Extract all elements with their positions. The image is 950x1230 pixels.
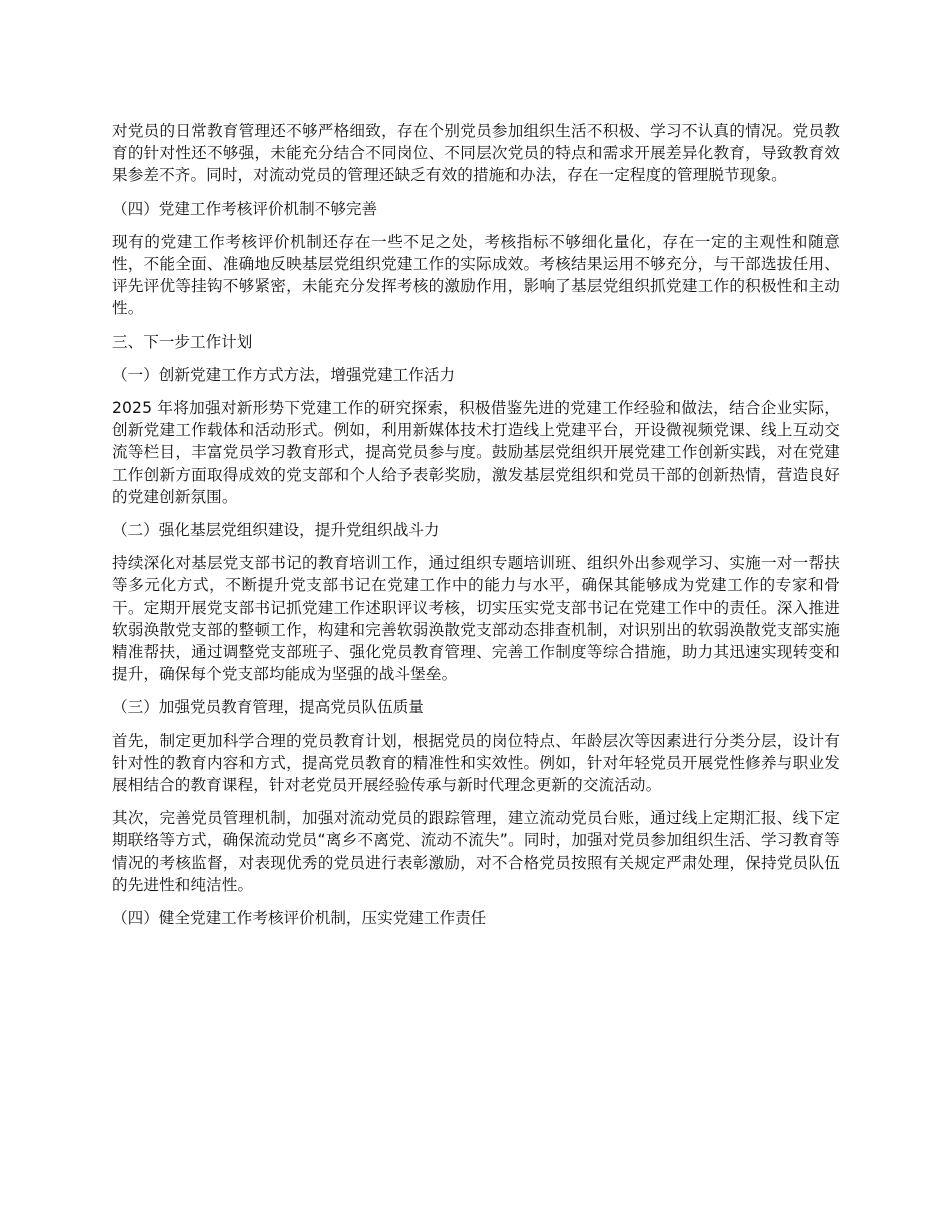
paragraph-member-management: 其次，完善党员管理机制，加强对流动党员的跟踪管理，建立流动党员台账，通过线上定期汇报、线下定期联络等方式，确保流动党员“离乡不离党、流动不流失”。同时，加强对党员参加组织生活、学习教育等情况的考核监督，对表现优秀的党员进行表彰激励，对不合格党员按照有关规定严肃处理，保持党员队伍的先进性和纯洁性。 <box>112 809 840 894</box>
document-body <box>112 120 840 940</box>
heading-next-work-plan: 三、下一步工作计划 <box>112 332 253 351</box>
heading-assessment-mechanism-issue: （四）党建工作考核评价机制不够完善 <box>112 199 378 218</box>
paragraph-innovate-methods: 2025 年将加强对新形势下党建工作的研究探索，积极借鉴先进的党建工作经验和做法，结合企业实际，创新党建工作载体和活动形式。例如，利用新媒体技术打造线上党建平台，开设微视频党课、线上互动交流等栏目，丰富党员学习教育形式，提高党员参与度。鼓励基层党组织开展党建工作创新实践，对在党建工作创新方面取得成效的党支部和个人给予表彰奖励，激发基层党组织和党员干部的创新热情，营造良好的党建创新氛围。 <box>112 399 840 506</box>
paragraph-education-plan: 首先，制定更加科学合理的党员教育计划，根据党员的岗位特点、年龄层次等因素进行分类分层，设计有针对性的教育内容和方式，提高党员教育的精准性和实效性。例如，针对年轻党员开展党性修养与职业发展相结合的教育课程，针对老党员开展经验传承与新时代理念更新的交流活动。 <box>112 731 840 795</box>
heading-assessment-responsibility: （四）健全党建工作考核评价机制，压实党建工作责任 <box>112 909 487 928</box>
heading-grassroots-organization: （二）强化基层党组织建设，提升党组织战斗力 <box>112 521 440 540</box>
paragraph-member-education-issues: 对党员的日常教育管理还不够严格细致，存在个别党员参加组织生活不积极、学习不认真的情况。党员教育的针对性还不够强，未能充分结合不同岗位、不同层次党员的特点和需求开展差异化教育，导致教育效果参差不齐。同时，对流动党员的管理还缺乏有效的措施和办法，存在一定程度的管理脱节现象。 <box>112 122 840 185</box>
paragraph-assessment-mechanism: 现有的党建工作考核评价机制还存在一些不足之处，考核指标不够细化量化，存在一定的主观性和随意性，不能全面、准确地反映基层党组织党建工作的实际成效。考核结果运用不够充分，与干部选拔任用、评先评优等挂钩不够紧密，未能充分发挥考核的激励作用，影响了基层党组织抓党建工作的积极性和主动性。 <box>112 232 840 318</box>
heading-innovate-methods: （一）创新党建工作方式方法，增强党建工作活力 <box>112 365 456 384</box>
paragraph-grassroots-organization: 持续深化对基层党支部书记的教育培训工作，通过组织专题培训班、组织外出参观学习、实施一对一帮扶等多元化方式，不断提升党支部书记在党建工作中的能力与水平，确保其能够成为党建工作的专家和骨干。定期开展党支部书记抓党建工作述职评议考核，切实压实党支部书记在党建工作中的责任。深入推进软弱涣散党支部的整顿工作，构建和完善软弱涣散党支部动态排查机制，对识别出的软弱涣散党支部实施精准帮扶，通过调整党支部班子、强化党员教育管理、完善工作制度等综合措施，助力其迅速实现转变和提升，确保每个党支部均能成为坚强的战斗堡垒。 <box>112 554 840 684</box>
heading-member-education: （三）加强党员教育管理，提高党员队伍质量 <box>112 698 424 717</box>
